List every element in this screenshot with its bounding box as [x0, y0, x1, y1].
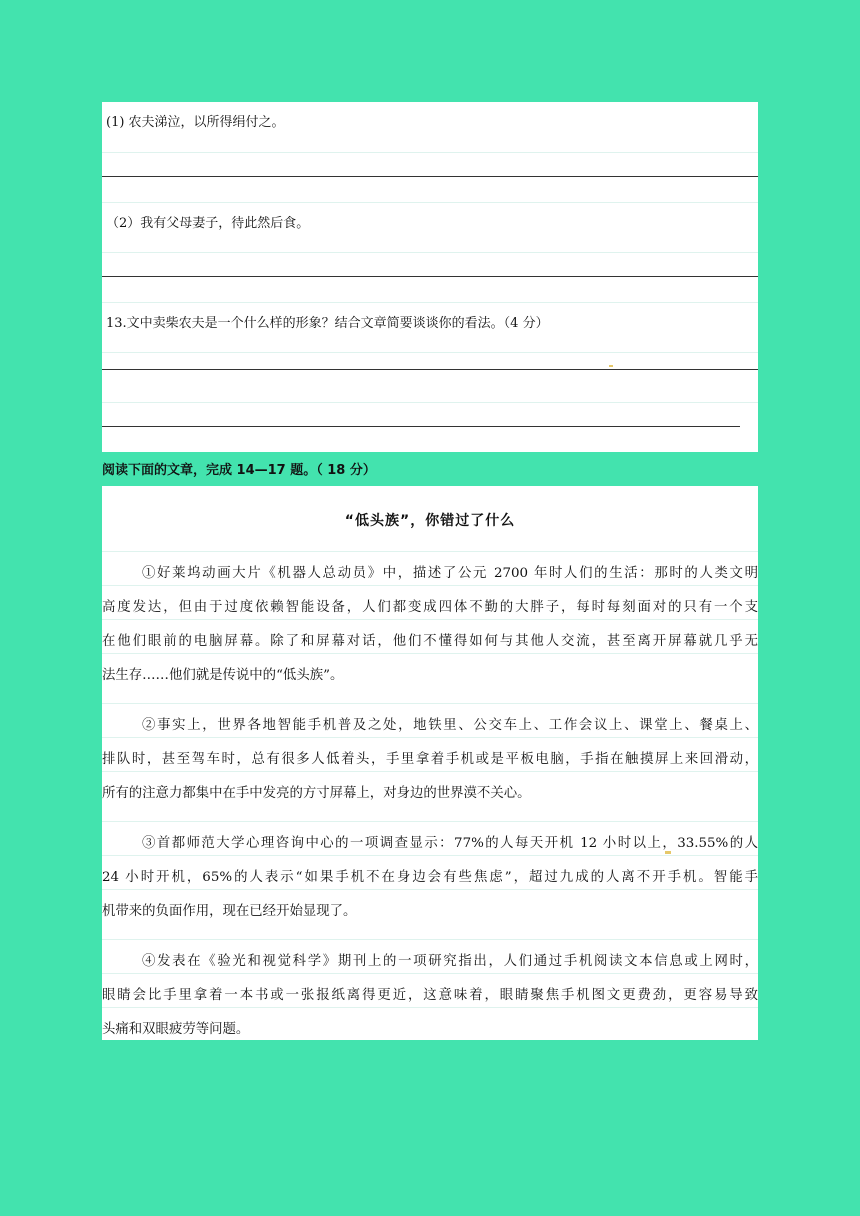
paragraph-line: 排队时，甚至驾车时，总有很多人低着头，手里拿着手机或是平板电脑，手指在触摸屏上来回滑动，: [102, 752, 758, 767]
guide-line: [102, 551, 758, 552]
paragraph-line: ①好莱坞动画大片《机器人总动员》中，描述了公元 2700 年时人们的生活：那时的人类文明: [142, 566, 758, 581]
question-13-text: 13.文中卖柴农夫是一个什么样的形象？结合文章简要谈谈你的看法。（4 分）: [106, 316, 549, 331]
answer-panel: [102, 102, 758, 452]
guide-line: [102, 152, 758, 153]
guide-line: [102, 737, 758, 738]
guide-line: [102, 619, 758, 620]
guide-line: [102, 1007, 758, 1008]
guide-line: [102, 202, 758, 203]
paragraph-line: 机带来的负面作用，现在已经开始显现了。: [102, 904, 357, 919]
guide-line: [102, 653, 758, 654]
section-heading: 阅读下面的文章，完成 14—17 题。（ 18 分）: [102, 463, 376, 478]
paragraph-line: 所有的注意力都集中在手中发亮的方寸屏幕上，对身边的世界漠不关心。: [102, 786, 531, 801]
answer-line-3[interactable]: [102, 369, 758, 370]
guide-line: [102, 585, 758, 586]
article-title: “低头族”，你错过了什么: [344, 513, 516, 529]
guide-line: [102, 302, 758, 303]
answer-line-1[interactable]: [102, 176, 758, 177]
guide-line: [102, 821, 758, 822]
paragraph-line: 在他们眼前的电脑屏幕。除了和屏幕对话，他们不懂得如何与其他人交流，甚至离开屏幕就几乎无: [102, 634, 758, 649]
highlight-mark: [609, 365, 613, 367]
paragraph-line: 24 小时开机，65%的人表示“如果手机不在身边会有些焦虑”，超过九成的人离不开手机。智能手: [102, 870, 758, 885]
guide-line: [102, 855, 758, 856]
guide-line: [102, 402, 758, 403]
guide-line: [102, 939, 758, 940]
paragraph-line: 头痛和双眼疲劳等问题。: [102, 1022, 250, 1037]
answer-line-2[interactable]: [102, 276, 758, 277]
highlight-mark: [665, 851, 671, 854]
answer-line-4[interactable]: [102, 426, 740, 427]
paragraph-line: 高度发达，但由于过度依赖智能设备，人们都变成四体不勤的大胖子，每时每刻面对的只有一个支: [102, 600, 758, 615]
paragraph-line: ④发表在《验光和视觉科学》期刊上的一项研究指出，人们通过手机阅读文本信息或上网时，: [142, 954, 758, 969]
guide-line: [102, 771, 758, 772]
guide-line: [102, 889, 758, 890]
guide-line: [102, 703, 758, 704]
guide-line: [102, 973, 758, 974]
paragraph-line: 眼睛会比手里拿着一本书或一张报纸离得更近，这意味着，眼睛聚焦手机图文更费劲，更容易导致: [102, 988, 758, 1003]
guide-line: [102, 252, 758, 253]
paragraph-line: ②事实上，世界各地智能手机普及之处，地铁里、公交车上、工作会议上、课堂上、餐桌上、: [142, 718, 758, 733]
question-1-text: (1) 农夫涕泣，以所得绢付之。: [106, 115, 285, 130]
question-2-text: （2）我有父母妻子，待此然后食。: [106, 216, 310, 231]
guide-line: [102, 352, 758, 353]
paragraph-line: 法生存……他们就是传说中的“低头族”。: [102, 668, 344, 683]
paragraph-line: ③首都师范大学心理咨询中心的一项调查显示：77%的人每天开机 12 小时以上，33.55%的人: [142, 836, 758, 851]
